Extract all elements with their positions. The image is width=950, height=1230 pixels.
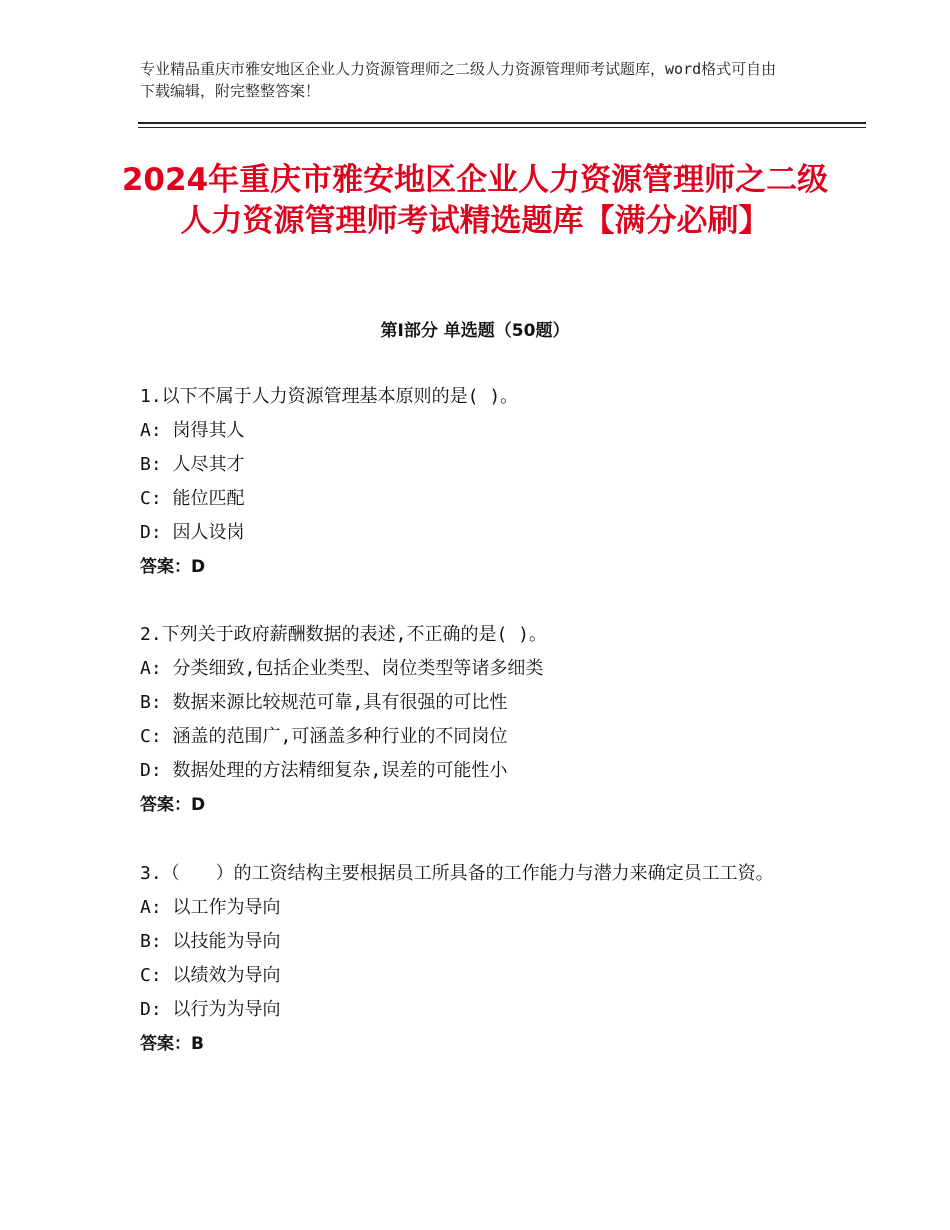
question-3 <box>140 857 800 1061</box>
option-b: B: 人尽其才 <box>140 454 245 475</box>
header-divider-thin <box>138 127 866 128</box>
question-stem: 2.下列关于政府薪酬数据的表述,不正确的是( )。 <box>140 624 548 645</box>
option-b: B: 数据来源比较规范可靠,具有很强的可比性 <box>140 692 508 713</box>
section-title: 第Ⅰ部分 单选题（50题） <box>380 321 570 341</box>
question-2 <box>140 618 820 822</box>
document-title: 2024年重庆市雅安地区企业人力资源管理师之二级人力资源管理师考试精选题库【满分必刷】 <box>121 162 829 239</box>
question-stem: 3.（ ）的工资结构主要根据员工所具备的工作能力与潜力来确定员工工资。 <box>140 863 774 884</box>
option-c: C: 以绩效为导向 <box>140 965 281 986</box>
question-stem: 1.以下不属于人力资源管理基本原则的是( )。 <box>140 386 519 407</box>
header-note: 专业精品重庆市雅安地区企业人力资源管理师之二级人力资源管理师考试题库，word格式可自由下载编辑，附完整整答案！ <box>140 60 777 100</box>
option-c: C: 涵盖的范围广,可涵盖多种行业的不同岗位 <box>140 726 508 747</box>
question-1 <box>140 380 820 584</box>
option-c: C: 能位匹配 <box>140 488 245 509</box>
option-d: D: 因人设岗 <box>140 522 245 543</box>
option-d: D: 以行为为导向 <box>140 999 281 1020</box>
answer: 答案：D <box>140 557 206 577</box>
option-d: D: 数据处理的方法精细复杂,误差的可能性小 <box>140 760 508 781</box>
option-a: A: 以工作为导向 <box>140 897 281 918</box>
answer: 答案：B <box>140 1034 204 1054</box>
option-a: A: 岗得其人 <box>140 420 245 441</box>
option-a: A: 分类细致,包括企业类型、岗位类型等诸多细类 <box>140 658 544 679</box>
answer: 答案：D <box>140 795 206 815</box>
header-divider-thick <box>138 122 866 124</box>
option-b: B: 以技能为导向 <box>140 931 281 952</box>
